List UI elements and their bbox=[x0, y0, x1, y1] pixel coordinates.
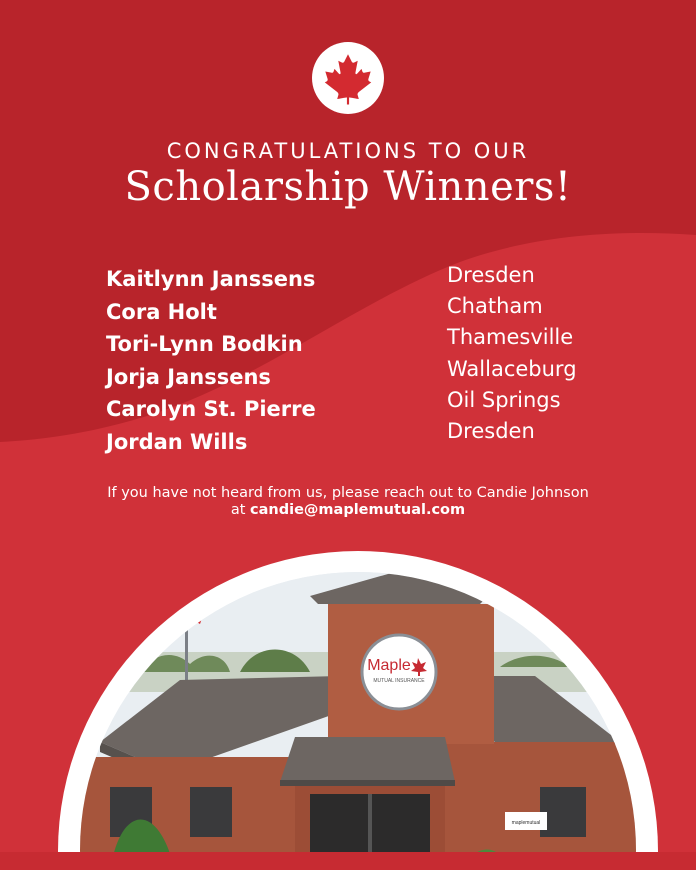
winner-name: Kaitlynn Janssens bbox=[106, 267, 316, 291]
congratulations-kicker: CONGRATULATIONS TO OUR bbox=[166, 139, 530, 163]
winner-town: Thamesville bbox=[447, 325, 574, 350]
maple-leaf-icon bbox=[321, 51, 375, 105]
winner-name: Jorja Janssens bbox=[106, 364, 271, 389]
winner-town: Chatham bbox=[447, 294, 543, 319]
email-prefix: at bbox=[230, 502, 251, 518]
winner-name: Jordan Wills bbox=[106, 429, 248, 454]
page-title: Scholarship Winners! bbox=[124, 164, 572, 210]
door-sign: maplemutual bbox=[511, 820, 541, 826]
building-illustration bbox=[80, 572, 636, 870]
sign-subtitle: MUTUAL INSURANCE bbox=[373, 678, 425, 684]
contact-email-link[interactable]: candie@maplemutual.com bbox=[250, 502, 466, 518]
bottom-strip bbox=[0, 852, 696, 870]
winner-name: Cora Holt bbox=[106, 299, 217, 324]
sign-brand: Maple bbox=[367, 657, 411, 674]
winner-town: Dresden bbox=[447, 418, 535, 443]
winner-name-list bbox=[106, 263, 316, 458]
notice-line: If you have not heard from us, please reach out to Candie Johnson bbox=[107, 485, 589, 501]
contact-notice bbox=[0, 485, 696, 519]
office-building-photo bbox=[80, 572, 636, 870]
winner-name: Tori-Lynn Bodkin bbox=[106, 332, 303, 356]
winner-town: Wallaceburg bbox=[447, 356, 577, 381]
notice-email-line bbox=[0, 502, 696, 519]
winner-name: Carolyn St. Pierre bbox=[106, 397, 316, 421]
winner-town-list bbox=[447, 260, 577, 447]
winner-town: Oil Springs bbox=[447, 387, 561, 412]
winner-town: Dresden bbox=[447, 263, 535, 287]
maple-leaf-badge bbox=[312, 42, 384, 114]
